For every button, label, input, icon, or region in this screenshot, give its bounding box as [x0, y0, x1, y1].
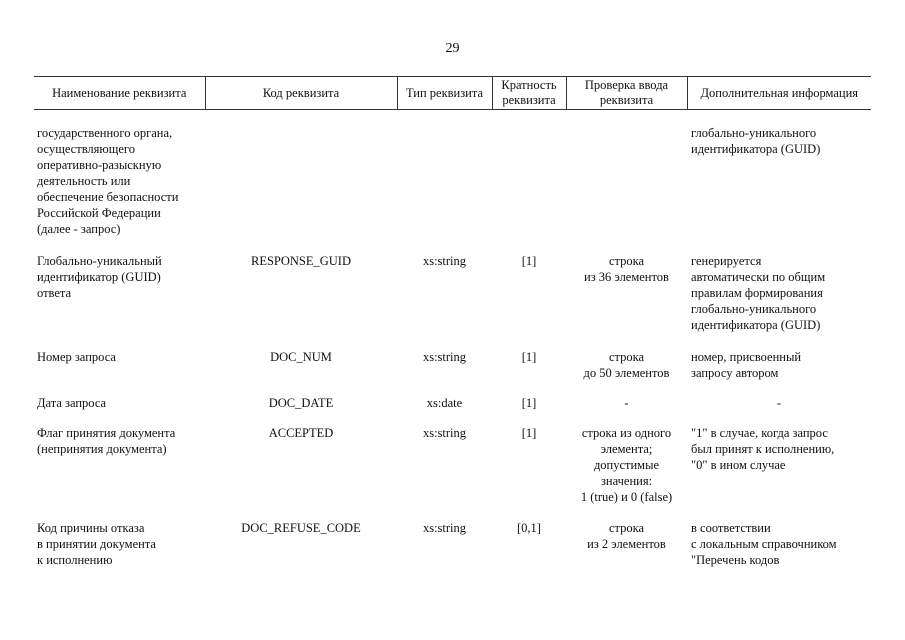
text-line: ответа [37, 286, 72, 300]
cell-type: xs:string [422, 350, 467, 364]
cell-code: ACCEPTED [268, 426, 334, 440]
text-line: государственного органа, [37, 126, 173, 140]
cell-code: DOC_NUM [270, 350, 332, 364]
cell-additional-info [687, 505, 871, 568]
cell-multiplicity: [1] [521, 426, 537, 440]
text-line: в соответствии [691, 521, 771, 535]
text-line: строка из одного [581, 426, 672, 440]
text-line: Номер запроса [37, 350, 116, 364]
cell-multiplicity [492, 110, 566, 238]
text-line: обеспечение безопасности [37, 190, 179, 204]
header-code: Код реквизита [205, 77, 397, 110]
cell-code: RESPONSE_GUID [250, 254, 351, 268]
cell-input-check [566, 381, 687, 411]
cell-code [205, 110, 397, 238]
text-line: Дата запроса [37, 396, 107, 410]
cell-code: DOC_REFUSE_CODE [241, 521, 361, 535]
cell-name [34, 505, 205, 568]
cell-input-check [566, 411, 687, 505]
cell-type: xs:string [422, 254, 467, 268]
header-multiplicity: Кратность реквизита [492, 77, 566, 110]
cell-name [34, 110, 205, 238]
cell-additional-info: - [776, 396, 782, 410]
cell-additional-info [687, 411, 871, 505]
text-line: Код причины отказа [37, 521, 145, 535]
text-line: глобально-уникального [691, 126, 817, 140]
text-line: "Перечень кодов [691, 553, 780, 567]
page-number: 29 [445, 41, 460, 56]
text-line: глобально-уникального [691, 302, 817, 316]
text-line: строка [608, 521, 645, 535]
text-line: - [624, 396, 629, 410]
cell-type: xs:string [422, 521, 467, 535]
cell-type: xs:date [426, 396, 463, 410]
text-line: из 2 элементов [587, 537, 666, 551]
text-line: к исполнению [37, 553, 113, 567]
table-row [34, 110, 871, 238]
text-line: элемента; [600, 442, 653, 456]
text-line: "1" в случае, когда запрос [691, 426, 828, 440]
text-line: строка [608, 254, 645, 268]
text-line: идентификатора (GUID) [691, 318, 821, 332]
header-additional-info: Дополнительная информация [687, 77, 871, 110]
text-line: (далее - запрос) [37, 222, 121, 236]
text-line: "0" в ином случае [691, 458, 786, 472]
text-line: Глобально-уникальный [37, 254, 162, 268]
cell-multiplicity: [0,1] [517, 521, 541, 535]
text-line: из 36 элементов [584, 270, 669, 284]
text-line: правилам формирования [691, 286, 823, 300]
text-line: 1 (true) и 0 (false) [580, 490, 673, 504]
cell-type: xs:string [422, 426, 467, 440]
table-row [34, 505, 871, 568]
text-line: до 50 элементов [583, 366, 670, 380]
cell-input-check [566, 110, 687, 238]
text-line: запросу автором [691, 366, 779, 380]
text-line: Российской Федерации [37, 206, 161, 220]
text-line: (непринятия документа) [37, 442, 167, 456]
table-row [34, 237, 871, 333]
text-line: в принятии документа [37, 537, 156, 551]
text-line: генерируется [691, 254, 762, 268]
cell-name [34, 333, 205, 381]
table-row [34, 333, 871, 381]
cell-multiplicity: [1] [521, 396, 537, 410]
requisites-table [34, 76, 871, 568]
cell-code: DOC_DATE [268, 396, 334, 410]
cell-additional-info [687, 110, 871, 238]
table-body [34, 110, 871, 569]
cell-input-check [566, 333, 687, 381]
cell-name [34, 411, 205, 505]
header-name: Наименование реквизита [34, 77, 205, 110]
cell-additional-info [687, 333, 871, 381]
text-line: значения: [600, 474, 653, 488]
text-line: деятельность или [37, 174, 131, 188]
text-line: допустимые [593, 458, 660, 472]
cell-input-check [566, 237, 687, 333]
header-row [34, 77, 871, 110]
header-input-check: Проверка ввода реквизита [566, 77, 687, 110]
text-line: автоматически по общим [691, 270, 826, 284]
cell-type [397, 110, 492, 238]
cell-name [34, 381, 205, 411]
text-line: с локальным справочником [691, 537, 837, 551]
text-line: осуществляющего [37, 142, 135, 156]
cell-multiplicity: [1] [521, 254, 537, 268]
cell-additional-info [687, 237, 871, 333]
text-line: оперативно-разыскную [37, 158, 162, 172]
text-line: идентификатора (GUID) [691, 142, 821, 156]
text-line: строка [608, 350, 645, 364]
text-line: номер, присвоенный [691, 350, 802, 364]
text-line: Флаг принятия документа [37, 426, 176, 440]
text-line: идентификатор (GUID) [37, 270, 161, 284]
header-type: Тип реквизита [397, 77, 492, 110]
table-header [34, 77, 871, 110]
table-row [34, 411, 871, 505]
cell-input-check [566, 505, 687, 568]
text-line: был принят к исполнению, [691, 442, 835, 456]
cell-name [34, 237, 205, 333]
cell-multiplicity: [1] [521, 350, 537, 364]
table-row [34, 381, 871, 411]
